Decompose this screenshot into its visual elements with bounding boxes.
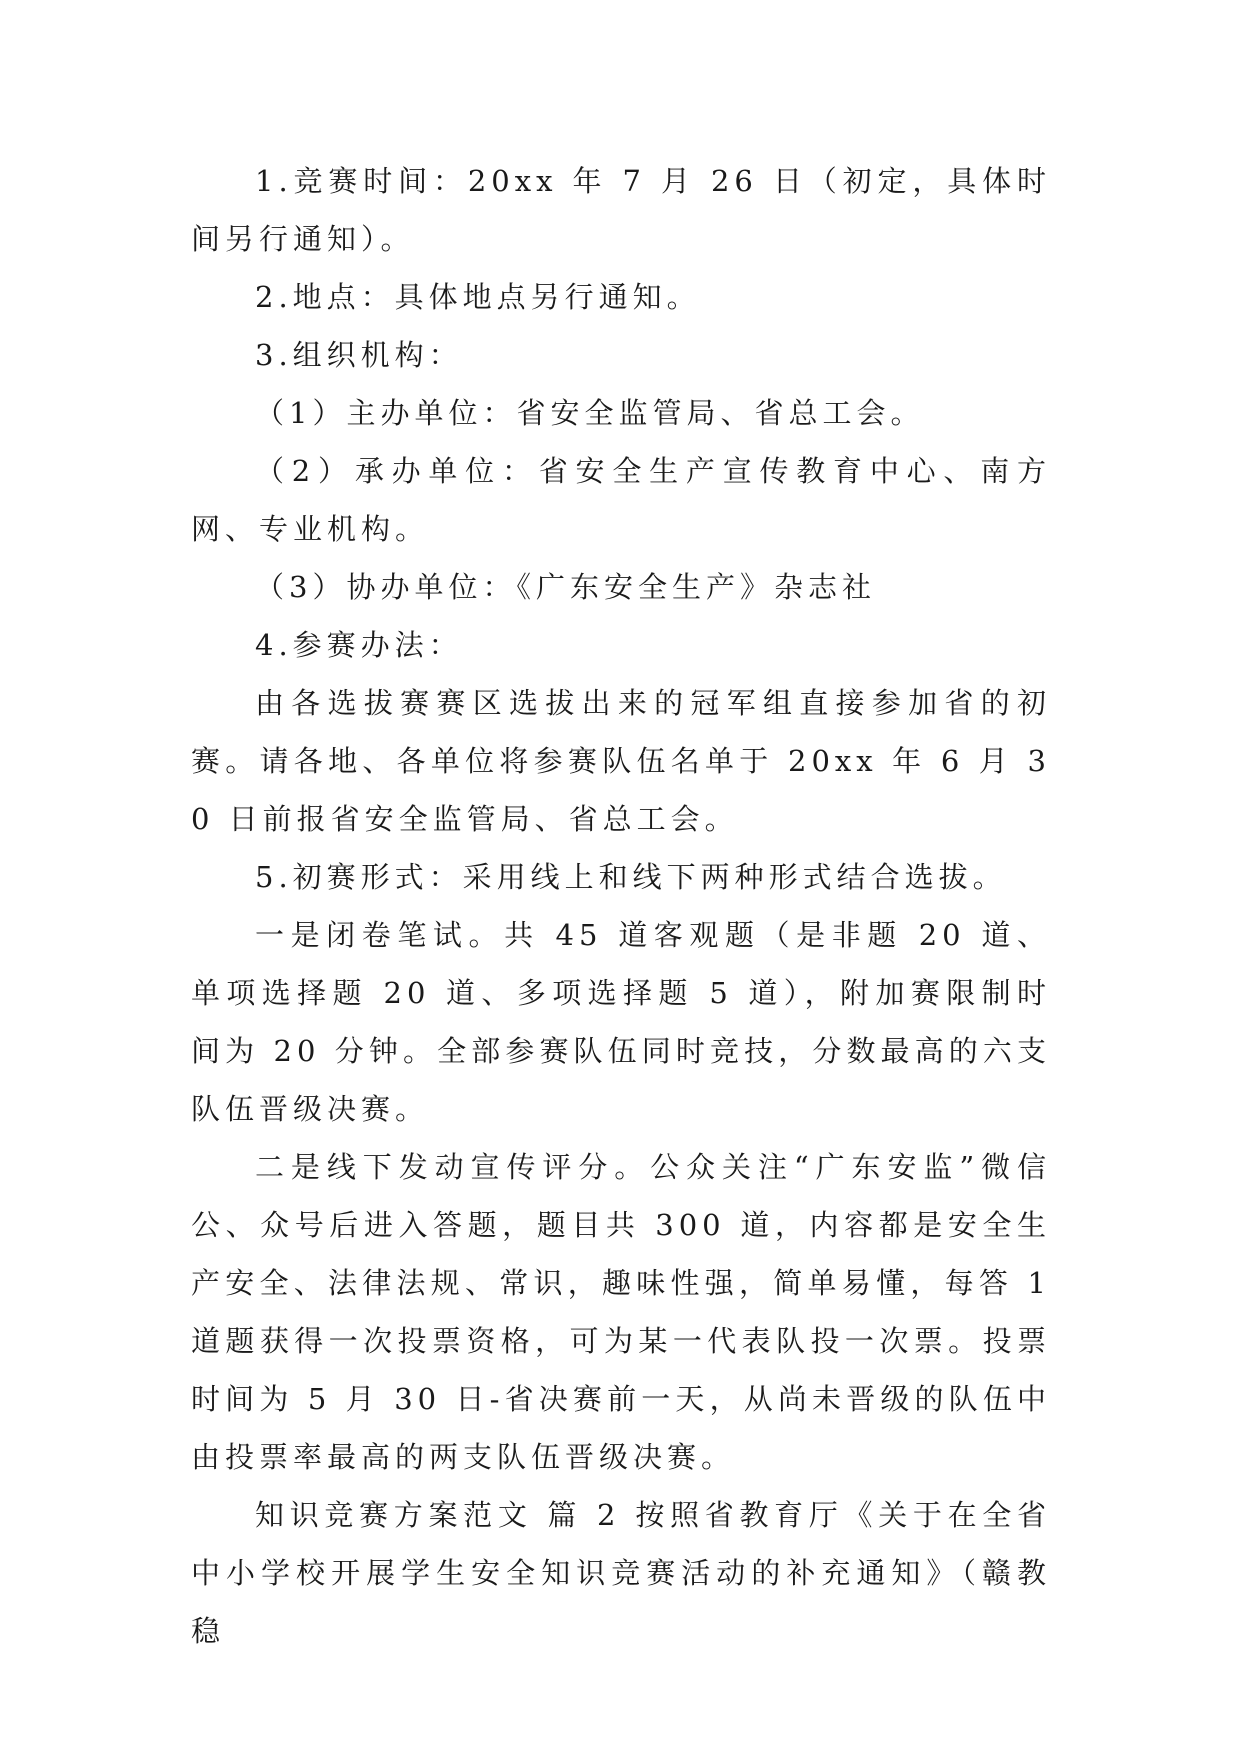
paragraph-co-organizer: （3）协办单位：《广东安全生产》杂志社 — [255, 570, 876, 604]
paragraph-written-exam: 一是闭卷笔试。共 45 道客观题（是非题 20 道、单项选择题 20 道、多项选择题 5 道），附加赛限制时间为 20 分钟。全部参赛队伍同时竞技，分数最高的六支队伍晋级决赛。 — [191, 918, 1051, 1126]
paragraph-participation-heading: 4.参赛办法： — [255, 628, 463, 662]
paragraph-participation-details: 由各选拔赛赛区选拔出来的冠军组直接参加省的初赛。请各地、各单位将参赛队伍名单于 20xx 年 6 月 30 日前报省安全监管局、省总工会。 — [191, 686, 1051, 836]
paragraph-sample-2: 知识竞赛方案范文 篇 2 按照省教育厅《关于在全省中小学校开展学生安全知识竞赛活动的补充通知》（赣教稳 — [191, 1498, 1051, 1648]
paragraph-organization: 3.组织机构： — [255, 338, 463, 372]
paragraph-organizer: （2）承办单位：省安全生产宣传教育中心、南方网、专业机构。 — [191, 454, 1051, 546]
paragraph-host: （1）主办单位：省安全监管局、省总工会。 — [255, 396, 925, 430]
paragraph-location: 2.地点：具体地点另行通知。 — [255, 280, 701, 314]
paragraph-competition-time: 1.竞赛时间：20xx 年 7 月 26 日（初定，具体时间另行通知）。 — [191, 164, 1051, 256]
paragraph-online-voting: 二是线下发动宣传评分。公众关注“广东安监”微信公、众号后进入答题，题目共 300 道，内容都是安全生产安全、法律法规、常识，趣味性强，简单易懂，每答 1 道题获得一次投票资格，可为某一代表队投一次票。投票时间为 5 月 30 日-省决赛前一天，从尚未晋级的队伍中由投票率最高的两支队伍晋级决赛。 — [191, 1150, 1051, 1474]
document-body — [191, 152, 1051, 1660]
paragraph-preliminary-format: 5.初赛形式：采用线上和线下两种形式结合选拔。 — [255, 860, 1007, 894]
